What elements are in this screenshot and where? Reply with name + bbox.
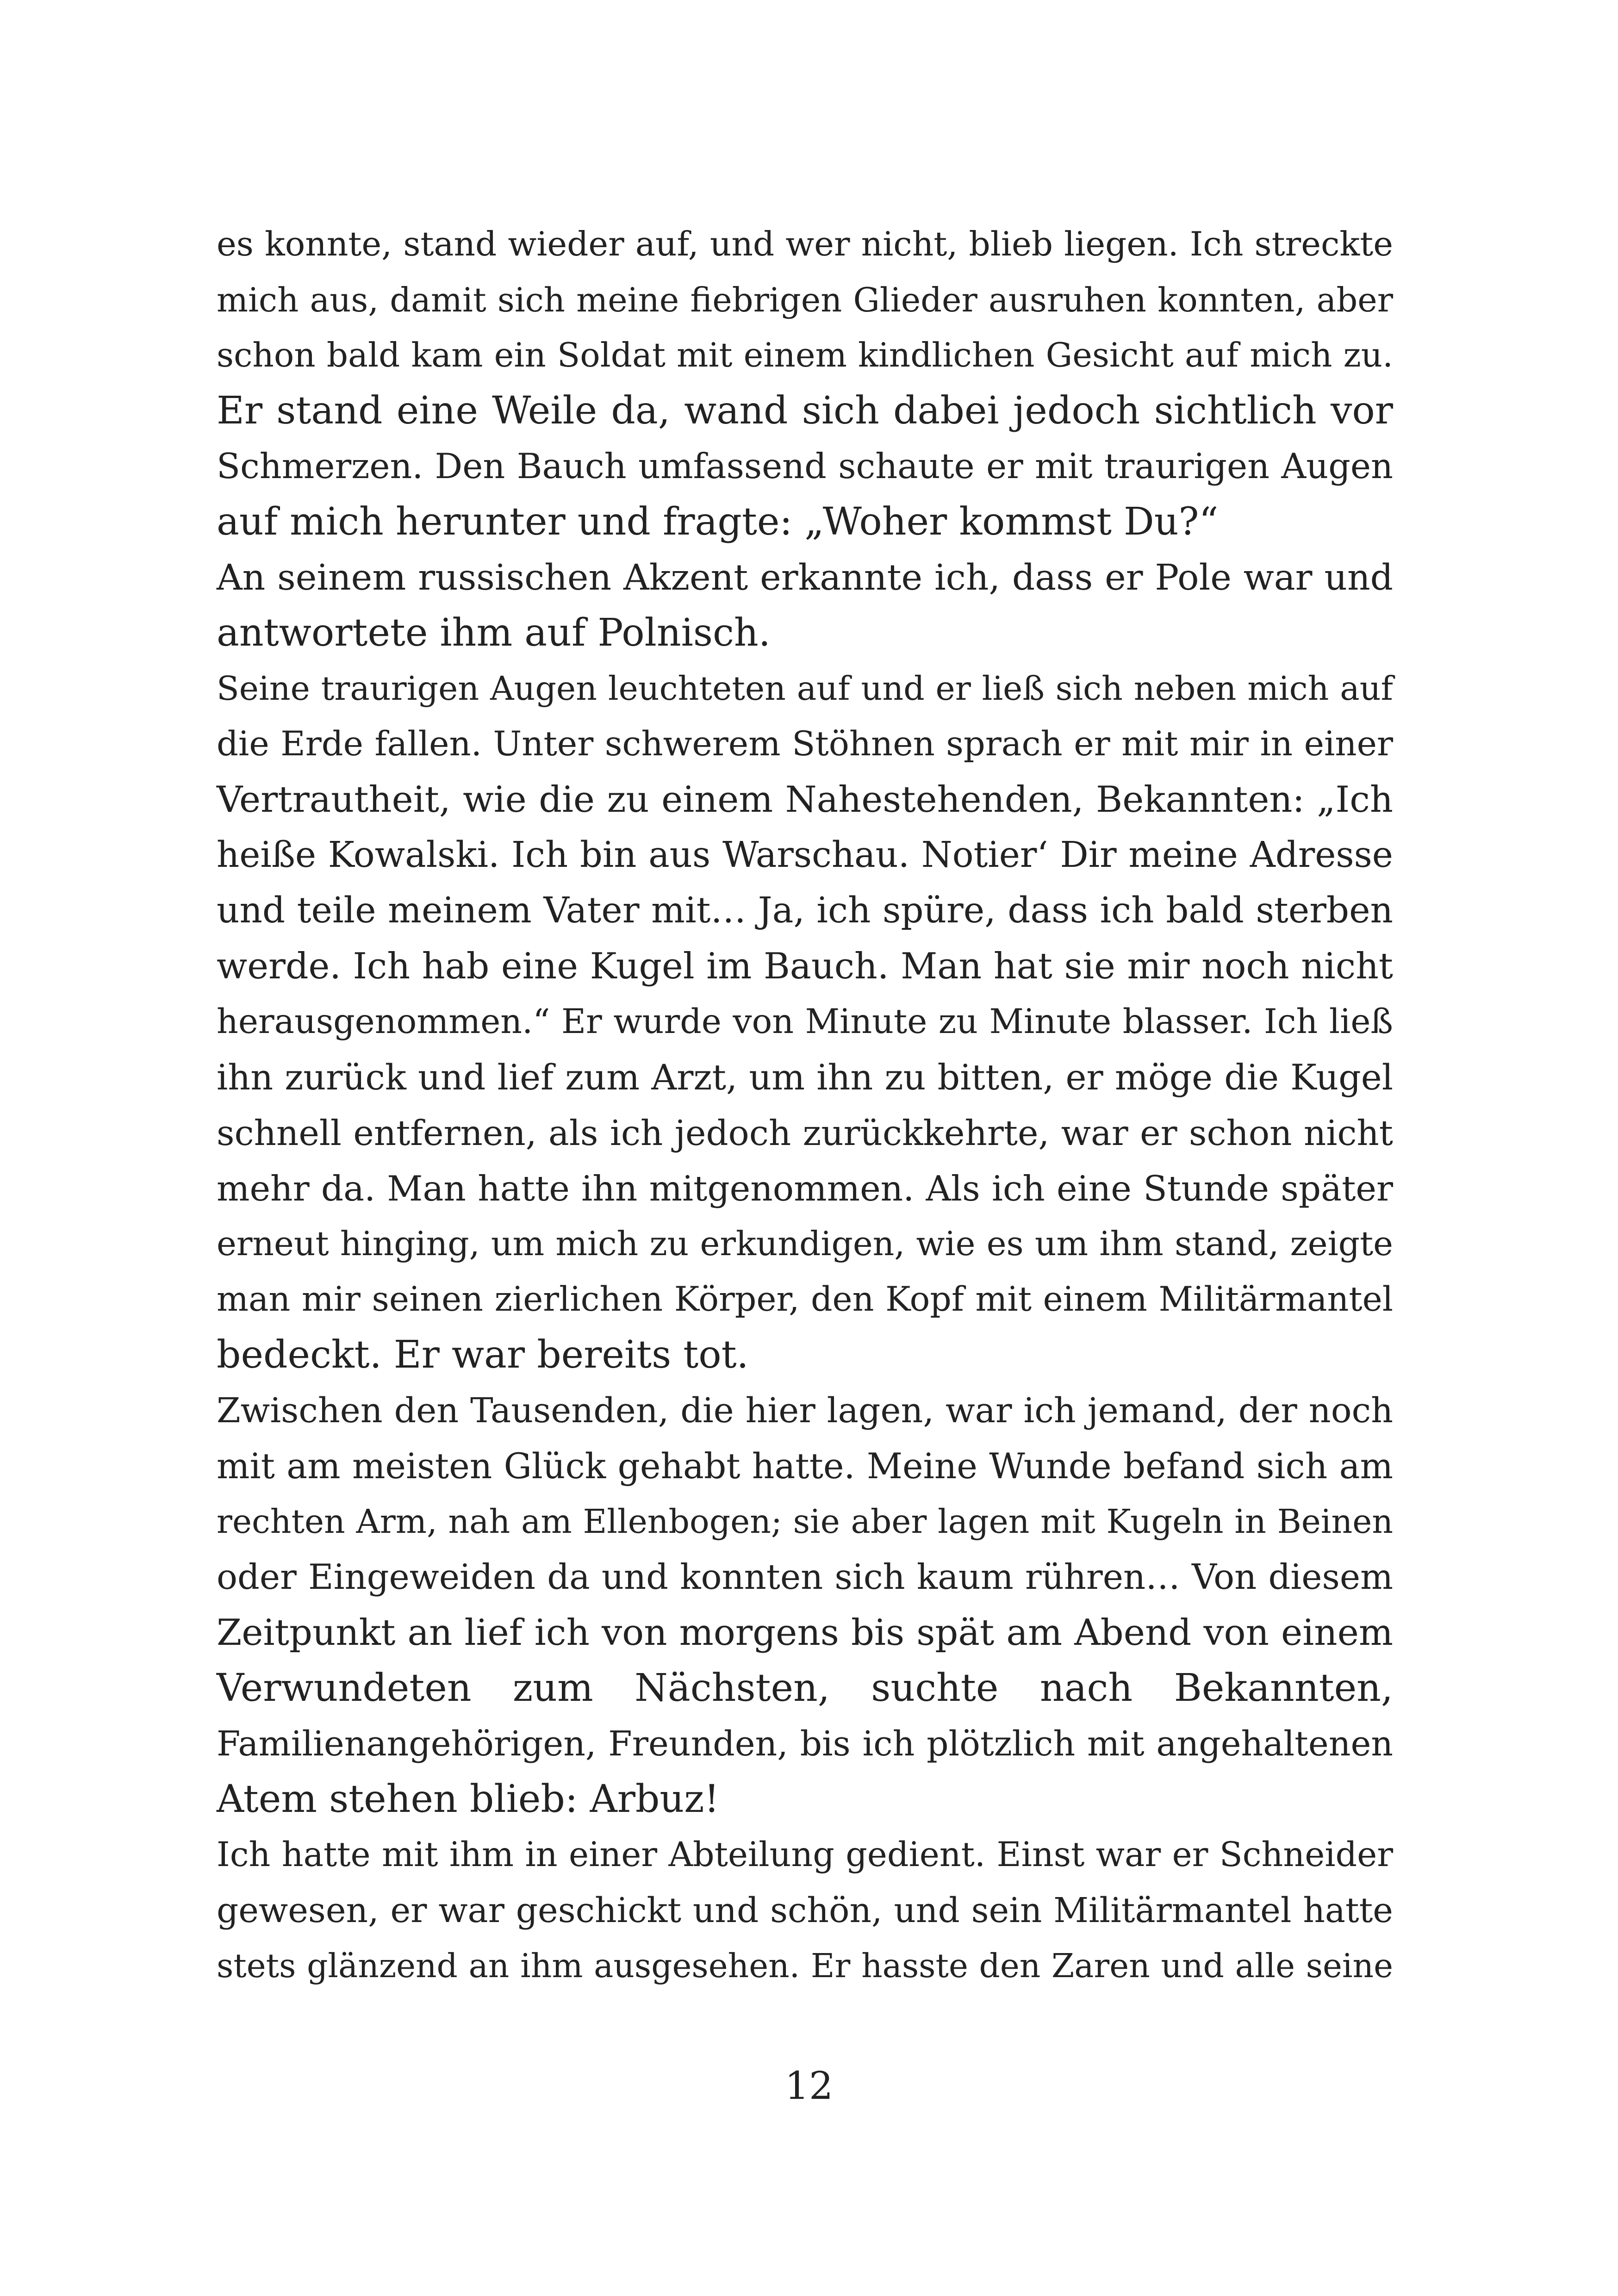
text-line: es konnte, stand wieder auf, und wer nicht, blieb liegen. Ich streckte: [217, 225, 1393, 264]
text-line: Vertrautheit, wie die zu einem Nahestehenden, Bekannten: „Ich: [217, 779, 1393, 821]
text-line: Verwundeten zum Nächsten, suchte nach Bekannten,: [217, 1666, 1393, 1710]
text-line: Familienangehörigen, Freunden, bis ich plötzlich mit angehaltenen: [217, 1724, 1393, 1764]
text-line: bedeckt. Er war bereits tot.: [217, 1333, 749, 1377]
text-line: mit am meisten Glück gehabt hatte. Meine Wunde befand sich am: [217, 1446, 1393, 1487]
page-number: 12: [784, 2064, 834, 2108]
text-line: Atem stehen blieb: Arbuz!: [217, 1777, 720, 1821]
text-line: auf mich herunter und fragte: „Woher kommst Du?“: [217, 500, 1219, 544]
text-line: oder Eingeweiden da und konnten sich kaum rühren… Von diesem: [217, 1557, 1393, 1597]
text-line: Zwischen den Tausenden, die hier lagen, war ich jemand, der noch: [217, 1390, 1393, 1431]
text-line: gewesen, er war geschickt und schön, und sein Militärmantel hatte: [217, 1891, 1393, 1930]
text-line: mehr da. Man hatte ihn mitgenommen. Als ich eine Stunde später: [217, 1168, 1393, 1209]
text-line: schnell entfernen, als ich jedoch zurückkehrte, war er schon nicht: [217, 1113, 1393, 1153]
text-line: und teile meinem Vater mit… Ja, ich spüre, dass ich bald sterben: [217, 890, 1393, 931]
text-line: man mir seinen zierlichen Körper, den Kopf mit einem Militärmantel: [217, 1280, 1393, 1319]
text-line: stets glänzend an ihm ausgesehen. Er hasste den Zaren und alle seine: [217, 1947, 1393, 1985]
text-line: mich aus, damit sich meine fiebrigen Glieder ausruhen konnten, aber: [217, 280, 1393, 319]
text-line: heiße Kowalski. Ich bin aus Warschau. Notier‘ Dir meine Adresse: [217, 834, 1393, 876]
text-line: erneut hinging, um mich zu erkundigen, wie es um ihm stand, zeigte: [217, 1225, 1393, 1263]
text-line: Zeitpunkt an lief ich von morgens bis spät am Abend von einem: [217, 1612, 1393, 1654]
text-line: Ich hatte mit ihm in einer Abteilung gedient. Einst war er Schneider: [217, 1835, 1393, 1874]
text-line: An seinem russischen Akzent erkannte ich, dass er Pole war und: [217, 557, 1393, 598]
text-line: rechten Arm, nah am Ellenbogen; sie aber lagen mit Kugeln in Beinen: [217, 1502, 1393, 1541]
text-line: antwortete ihm auf Polnisch.: [217, 611, 771, 655]
text-line: Seine traurigen Augen leuchteten auf und er ließ sich neben mich auf: [217, 669, 1393, 708]
text-line: werde. Ich hab eine Kugel im Bauch. Man hat sie mir noch nicht: [217, 946, 1393, 987]
body-text: [217, 217, 1393, 1994]
text-line: herausgenommen.“ Er wurde von Minute zu Minute blasser. Ich ließ: [217, 1002, 1393, 1041]
text-line: ihn zurück und lief zum Arzt, um ihn zu bitten, er möge die Kugel: [217, 1057, 1393, 1098]
text-line: die Erde fallen. Unter schwerem Stöhnen sprach er mit mir in einer: [217, 724, 1393, 764]
text-line: Er stand eine Weile da, wand sich dabei jedoch sichtlich vor: [217, 389, 1393, 433]
text-line: schon bald kam ein Soldat mit einem kindlichen Gesicht auf mich zu.: [217, 336, 1393, 375]
text-line: Schmerzen. Den Bauch umfassend schaute er mit traurigen Augen: [217, 446, 1393, 486]
